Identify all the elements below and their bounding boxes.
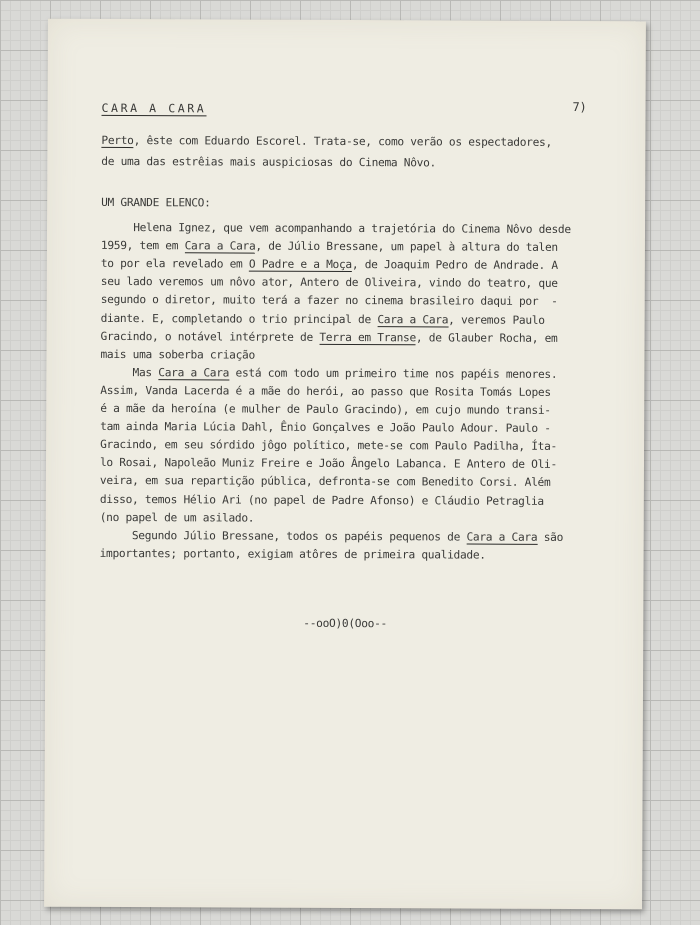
text-segment: está com todo um primeiro time nos papéis menores. — [229, 366, 558, 381]
text-line — [100, 475, 551, 488]
text-segment: importantes; portanto, exigiam atôres de primeira qualidade. — [99, 546, 486, 562]
text-line — [101, 312, 545, 325]
text-segment: (no papel de um asilado. — [99, 510, 255, 525]
text-segment: disso, temos Hélio Ari (no papel de Padre Afonso) e Cláudio Petraglia — [99, 492, 544, 508]
text-line — [101, 294, 558, 307]
text-segment: , de Júlio Bressane, um papel à altura do talen — [255, 239, 558, 255]
document-title: CARA A CARA — [101, 100, 207, 116]
text-line — [101, 135, 552, 148]
underlined-title: O Padre e a Moça — [248, 257, 352, 272]
page-number: 7) — [572, 99, 587, 115]
text-line — [100, 457, 557, 470]
text-line — [101, 276, 558, 289]
text-segment: 1959, tem em — [100, 239, 185, 253]
text-line — [101, 258, 558, 271]
text-segment: seu lado veremos um nôvo ator, Antero de Oliveira, vindo do teatro, que — [100, 275, 558, 291]
text-line — [100, 512, 255, 524]
text-line — [100, 530, 563, 543]
underlined-title: Cara a Cara — [466, 530, 538, 544]
text-segment: Assim, Vanda Lacerda é a mãe do herói, ao passo que Rosita Tomás Lopes — [100, 383, 551, 399]
text-segment: Segundo Júlio Bressane, todos os papéis pequenos de — [99, 528, 467, 544]
text-line — [101, 240, 558, 253]
text-segment: tam ainda Maria Lúcia Dahl, Ênio Gonçalves e João Paulo Adour. Paulo - — [100, 420, 551, 435]
text-segment: Gracindo, o notável intérprete de — [100, 329, 320, 344]
underlined-title: Terra em Transe — [319, 330, 416, 344]
text-segment: , de Joaquim Pedro de Andrade. A — [351, 258, 558, 273]
text-line — [100, 548, 486, 561]
section-heading: UM GRANDE ELENCO: — [101, 195, 211, 210]
text-segment: , êste com Eduardo Escorel. Trata-se, como verão os espectadores, — [133, 134, 552, 149]
text-segment: , de Glauber Rocha, em — [415, 330, 558, 345]
text-line — [101, 155, 436, 168]
text-segment: diante. E, completando o trio principal de — [100, 311, 378, 326]
text-segment: , veremos Paulo — [448, 312, 545, 327]
text-line — [101, 331, 558, 344]
typewritten-page — [44, 19, 646, 910]
underlined-title: Cara a Cara — [158, 365, 230, 380]
closing-mark: --ooO)0(Ooo-- — [303, 616, 388, 631]
text-segment: segundo o diretor, muito terá a fazer no cinema brasileiro daqui por - — [100, 293, 558, 309]
underlined-title: Cara a Cara — [377, 312, 449, 326]
underlined-title: Perto — [101, 133, 134, 148]
text-segment: de uma das estrêias mais auspiciosas do Cinema Nôvo. — [101, 154, 437, 169]
text-segment: Gracindo, em seu sórdido jôgo político, mete-se com Paulo Padilha, Íta- — [100, 438, 558, 454]
underlined-title: Cara a Cara — [184, 239, 256, 253]
text-segment: é a mãe da heroína (e mulher de Paulo Gracindo), em cujo mundo transi- — [100, 401, 551, 417]
text-segment: são — [537, 530, 564, 544]
text-segment: Helena Ignez, que vem acompanhando a trajetória do Cinema Nôvo desde — [101, 220, 571, 236]
text-line — [100, 385, 551, 398]
text-line — [100, 421, 551, 434]
text-segment: mais uma soberba criação — [100, 347, 255, 362]
text-segment: veira, em sua repartição pública, defronta-se com Benedito Corsi. Além — [99, 474, 551, 490]
text-segment: to por ela revelado em — [100, 257, 249, 271]
text-line — [100, 367, 557, 380]
text-line — [100, 439, 557, 452]
text-line — [100, 349, 255, 361]
text-segment: lo Rosai, Napoleão Muniz Freire e João Ângelo Labanca. E Antero de Oli- — [99, 456, 557, 472]
text-line — [100, 403, 551, 416]
text-line — [101, 222, 571, 235]
text-line — [100, 493, 544, 506]
text-segment: Mas — [100, 365, 159, 379]
